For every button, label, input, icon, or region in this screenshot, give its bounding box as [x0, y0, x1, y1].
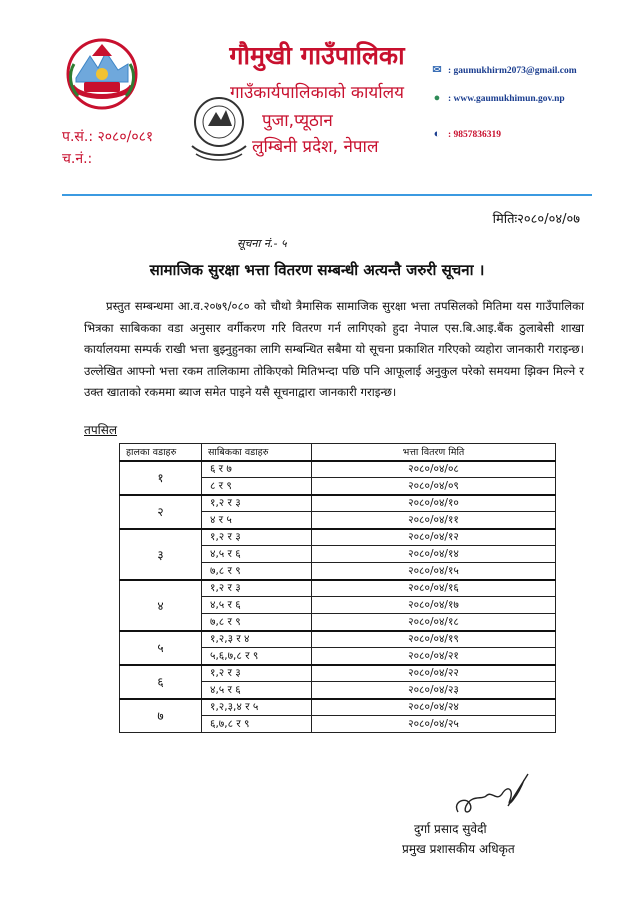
distribution-schedule-table: [119, 443, 556, 733]
signatory-name: दुर्गा प्रसाद सुवेदी: [414, 822, 487, 836]
old-ward-cell: ६,७,८ र ९: [202, 716, 312, 733]
website-contact: ● : www.gaumukhimun.gov.np: [430, 92, 565, 104]
address-line1: पुजा,प्यूठान: [262, 111, 333, 131]
header-distribution-date: भत्ता वितरण मिति: [312, 444, 556, 461]
old-ward-cell: ८ र ९: [202, 478, 312, 495]
distribution-date-cell: २०८०/०४/२१: [312, 648, 556, 665]
globe-icon: ●: [433, 92, 441, 104]
envelope-icon: ✉: [432, 64, 442, 76]
dispatch-number: च.नं.:: [62, 151, 93, 167]
table-row: [120, 529, 556, 546]
current-ward-cell: ७: [120, 699, 202, 733]
distribution-date-cell: २०८०/०४/११: [312, 512, 556, 529]
signatory-designation: प्रमुख प्रशासकीय अधिकृत: [402, 842, 515, 856]
old-ward-cell: ४,५ र ६: [202, 682, 312, 699]
distribution-date-cell: २०८०/०४/१४: [312, 546, 556, 563]
distribution-date-cell: २०८०/०४/१५: [312, 563, 556, 580]
old-ward-cell: १,२ र ३: [202, 529, 312, 546]
table-row: [120, 699, 556, 716]
municipality-title: गौमुखी गाउँपालिका: [229, 41, 405, 70]
email-text[interactable]: gaumukhirm2073@gmail.com: [453, 66, 577, 76]
old-ward-cell: ७,८ र ९: [202, 563, 312, 580]
signature-mark: [448, 766, 532, 820]
table-row: [120, 461, 556, 478]
header-divider: [62, 194, 592, 196]
old-ward-cell: ६ र ७: [202, 461, 312, 478]
distribution-date-cell: २०८०/०४/१६: [312, 580, 556, 597]
distribution-date-cell: २०८०/०४/२२: [312, 665, 556, 682]
distribution-date-cell: २०८०/०४/२४: [312, 699, 556, 716]
current-ward-cell: १: [120, 461, 202, 495]
website-text[interactable]: www.gaumukhimun.gov.np: [453, 94, 565, 104]
current-ward-cell: ५: [120, 631, 202, 665]
header-old-ward: साबिकका वडाहरु: [202, 444, 312, 461]
distribution-date-cell: २०८०/०४/१०: [312, 495, 556, 512]
distribution-date-cell: २०८०/०४/१२: [312, 529, 556, 546]
old-ward-cell: ४,५ र ६: [202, 597, 312, 614]
old-ward-cell: ५,६,७,८ र ९: [202, 648, 312, 665]
email-contact: ✉ : gaumukhirm2073@gmail.com: [430, 63, 577, 76]
notice-date: मितिः२०८०/०४/०७: [492, 212, 580, 227]
current-ward-cell: ३: [120, 529, 202, 580]
notice-body: प्रस्तुत सम्बन्धमा आ.व.२०७९/०८० को चौथो त्रैमासिक सामाजिक सुरक्षा भत्ता तपसिलको मितिमा यस गाउँपालिका भित्रका साबिकका वडा अनुसार वर्गीकरण गरि वितरण गर्न लागिएको हुदा नेपाल एस.बि.आइ.बैंक ठुलाबेसी शाखा कार्यालयमा सम्पर्क राखी भत्ता बुझ्नुहुनका लागि सम्बन्धित सबैमा यो सूचना प्रकाशित गरिएको व्यहोरा जानकारी गराइन्छ।उल्लेखित आफ्नो भत्ता रकम तालिकामा तोकिएको मितिभन्दा पछि पनि आफूलाई अनुकुल परेको समयमा झिक्न मिल्ने र उक्त खाताको रकममा ब्याज समेत पाइने यसै सूचनाद्वारा जानकारी गराइन्छ।: [84, 299, 584, 399]
address-line2: लुम्बिनी प्रदेश, नेपाल: [252, 137, 379, 157]
old-ward-cell: १,२,३ र ४: [202, 631, 312, 648]
old-ward-cell: १,२ र ३: [202, 495, 312, 512]
reference-number: प.सं.: २०८०/०८१: [62, 129, 154, 145]
current-ward-cell: ४: [120, 580, 202, 631]
distribution-date-cell: २०८०/०४/१८: [312, 614, 556, 631]
annex-label: तपसिल: [84, 423, 118, 437]
table-row: [120, 495, 556, 512]
distribution-date-cell: २०८०/०४/०८: [312, 461, 556, 478]
old-ward-cell: ४,५ र ६: [202, 546, 312, 563]
old-ward-cell: १,२,३,४ र ५: [202, 699, 312, 716]
notice-number: सूचना नं.- ५: [237, 237, 287, 250]
office-seal-icon: [186, 92, 252, 162]
table-row: [120, 631, 556, 648]
table-header-row: [120, 444, 556, 461]
phone-icon: ◐: [433, 128, 441, 140]
old-ward-cell: ४ र ५: [202, 512, 312, 529]
old-ward-cell: १,२ र ३: [202, 665, 312, 682]
table-row: [120, 580, 556, 597]
distribution-date-cell: २०८०/०४/१७: [312, 597, 556, 614]
office-name: गाउँकार्यपालिकाको कार्यालय: [229, 83, 405, 103]
distribution-date-cell: २०८०/०४/१९: [312, 631, 556, 648]
distribution-date-cell: २०८०/०४/२३: [312, 682, 556, 699]
current-ward-cell: २: [120, 495, 202, 529]
current-ward-cell: ६: [120, 665, 202, 699]
phone-contact: ◐ : 9857836319: [430, 128, 501, 140]
old-ward-cell: १,२ र ३: [202, 580, 312, 597]
header-current-ward: हालका वडाहरु: [120, 444, 202, 461]
phone-text: 9857836319: [453, 130, 502, 140]
table-row: [120, 665, 556, 682]
old-ward-cell: ७,८ र ९: [202, 614, 312, 631]
distribution-date-cell: २०८०/०४/२५: [312, 716, 556, 733]
distribution-date-cell: २०८०/०४/०९: [312, 478, 556, 495]
notice-subject: सामाजिक सुरक्षा भत्ता वितरण सम्बन्धी अत्यन्तै जरुरी सूचना ।: [149, 261, 485, 279]
